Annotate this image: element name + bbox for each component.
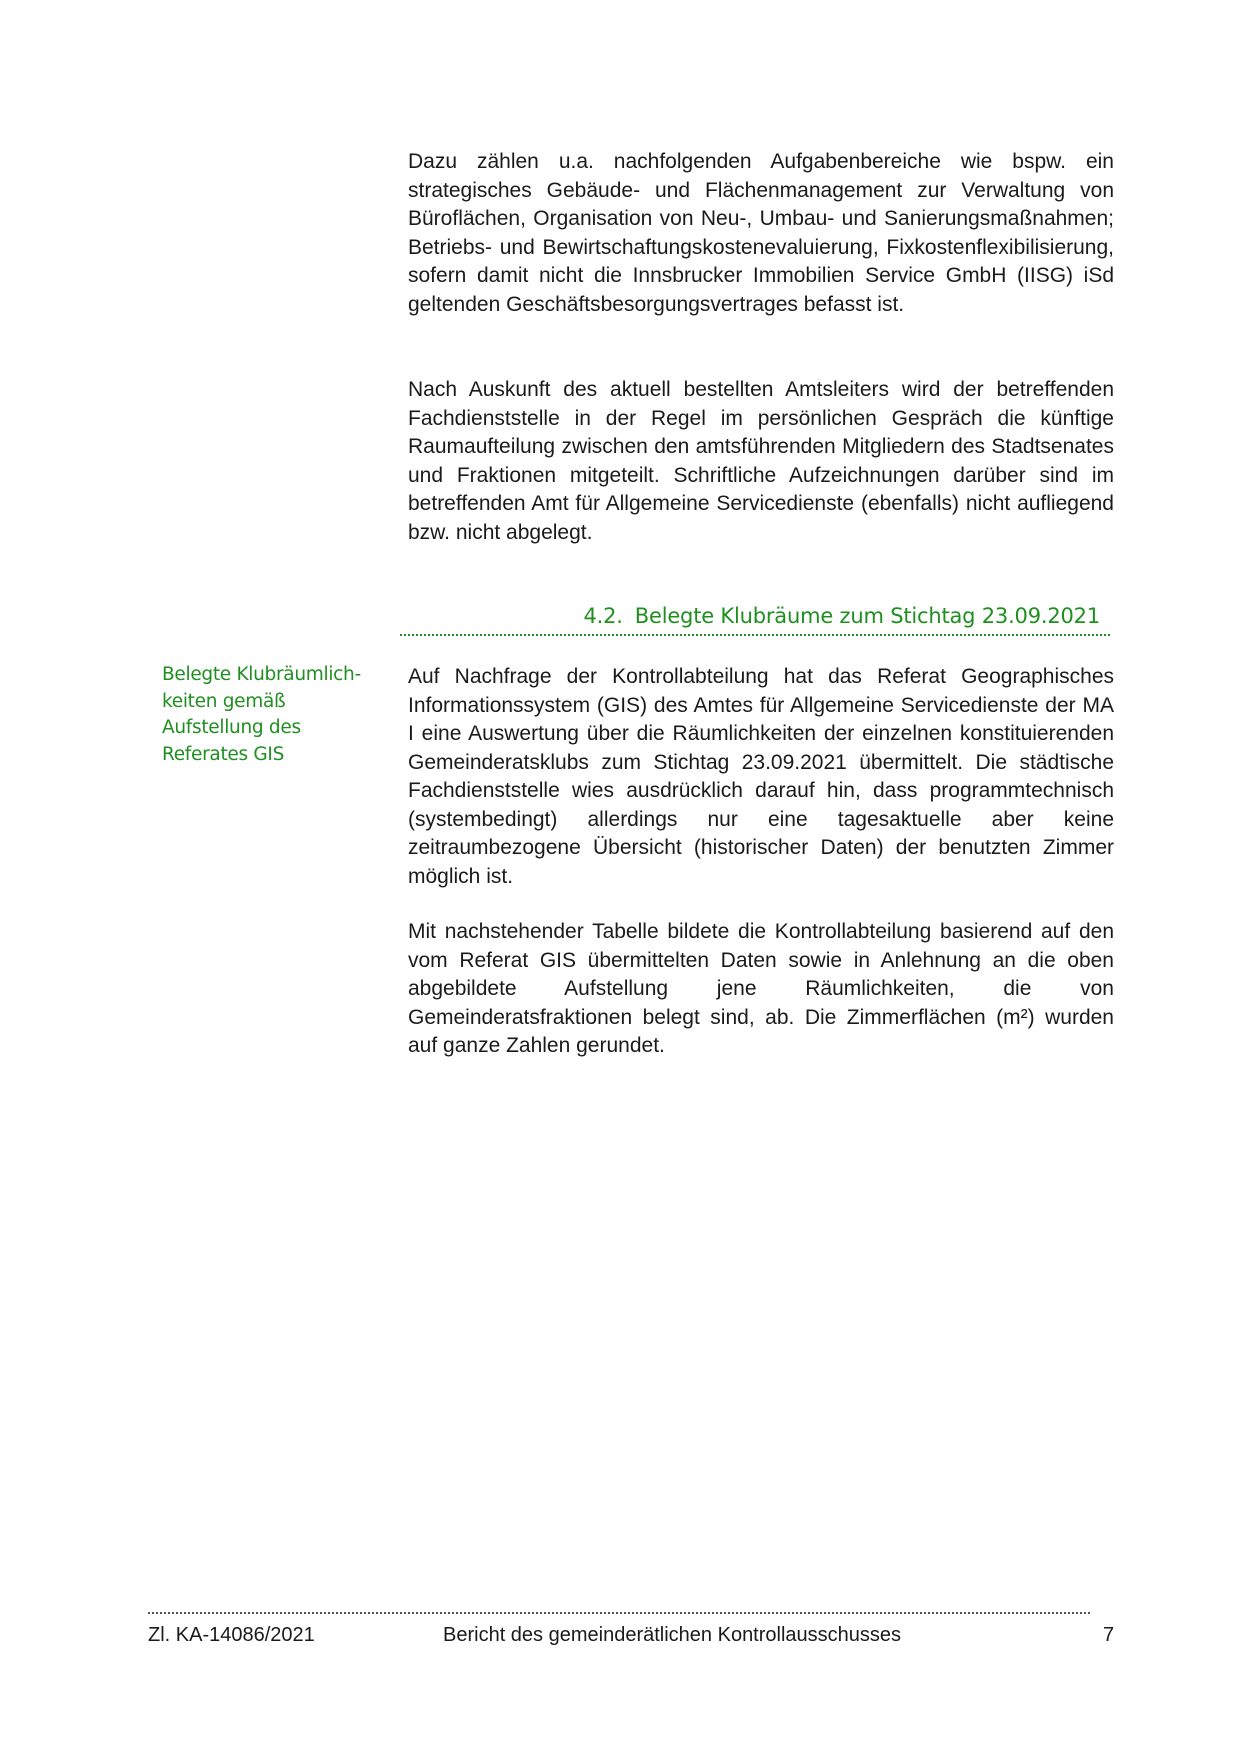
body-paragraph: Mit nachstehender Tabelle bildete die Kontrollabteilung basierend auf den vom Referat GIS übermittelten Daten sowie in Anlehnung an die oben abgebildete Aufstellung jene Räumlichkeiten, die von Gemeinderatsfraktionen belegt sind, ab. Die Zimmerflächen (m²) wurden auf ganze Zahlen gerundet.	[408, 920, 1114, 1057]
section-heading-text	[584, 604, 1111, 628]
section-heading	[400, 602, 1110, 636]
section-title: Belegte Klubräume zum Stichtag 23.09.2021	[634, 604, 1100, 628]
footer-divider	[148, 1612, 1090, 1614]
body-paragraph: Nach Auskunft des aktuell bestellten Amtsleiters wird der betreffenden Fachdienststelle in der Regel im persönlichen Gespräch die künftige Raumaufteilung zwischen den amtsführenden Mitgliedern des Stadtsenates und Fraktionen mitgeteilt. Schriftliche Aufzeichnungen darüber sind im betreffenden Amt für Allgemeine Servicedienste (ebenfalls) nicht aufliegend bzw. nicht abgelegt.	[408, 378, 1114, 544]
page-footer	[148, 1624, 1118, 1654]
margin-note	[162, 662, 372, 768]
footer-reference: Zl. KA-14086/2021	[148, 1624, 315, 1646]
section-number: 4.2.	[583, 604, 623, 628]
footer-title: Bericht des gemeinderätlichen Kontrollausschusses	[443, 1624, 902, 1646]
margin-note-line: Aufstellung des	[162, 717, 301, 738]
margin-note-line: Referates GIS	[162, 743, 285, 765]
page-number: 7	[1103, 1624, 1115, 1646]
margin-note-line: Belegte Klubräumlich-	[162, 664, 361, 685]
body-paragraph: Auf Nachfrage der Kontrollabteilung hat das Referat Geographisches Informationssystem (GIS) des Amtes für Allgemeine Servicedienste der MA I eine Auswertung über die Räumlichkeiten der einzelnen konstituierenden Gemeinderatsklubs zum Stichtag 23.09.2021 übermittelt. Die städtische Fachdienststelle wies ausdrücklich darauf hin, dass programmtechnisch (systembedingt) allerdings nur eine tagesaktuelle aber keine zeitraumbezogene Übersicht (historischer Daten) der benutzten Zimmer möglich ist.	[408, 665, 1114, 888]
margin-note-line: keiten gemäß	[162, 690, 286, 712]
body-paragraph: Dazu zählen u.a. nachfolgenden Aufgabenbereiche wie bspw. ein strategisches Gebäude- und Flächenmanagement zur Verwaltung von Büroflächen, Organisation von Neu-, Umbau- und Sanierungsmaßnahmen; Betriebs- und Bewirtschaftungskostenevaluierung, Fixkostenflexibilisierung, sofern damit nicht die Innsbrucker Immobilien Service GmbH (IISG) iSd geltenden Geschäftsbesorgungsvertrages befasst ist.	[408, 150, 1114, 316]
